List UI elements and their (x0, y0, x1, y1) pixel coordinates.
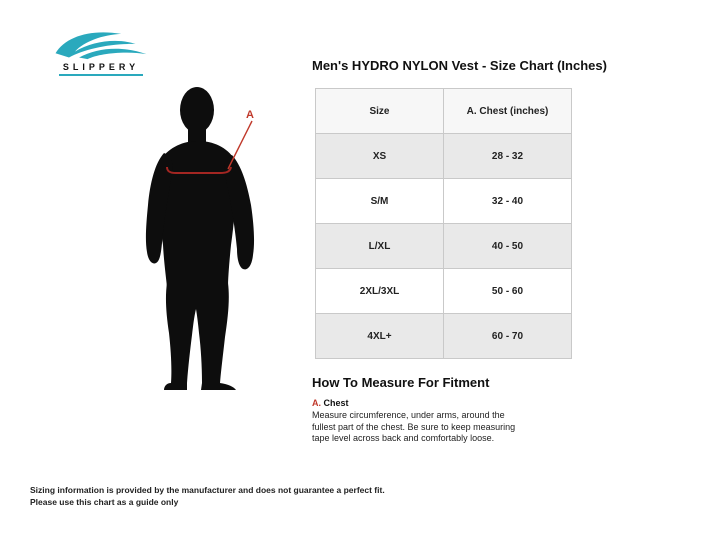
table-row-2xl3xl (316, 269, 572, 314)
column-header-chest: A. Chest (inches) (444, 89, 572, 134)
size-cell: XS (316, 134, 444, 179)
measure-instructions: Measure circumference, under arms, around the fullest part of the chest. Be sure to keep measuring tape level across back and comfortably loose. (312, 410, 516, 444)
page-title: Men's HYDRO NYLON Vest - Size Chart (Inches) (312, 58, 607, 73)
brand-wave-icon (53, 28, 149, 60)
chest-cell: 40 - 50 (444, 224, 572, 269)
disclaimer (30, 485, 385, 509)
column-header-size: Size (316, 89, 444, 134)
disclaimer-line-2: Please use this chart as a guide only (30, 496, 179, 507)
table-row-4xl (316, 314, 572, 359)
chest-cell: 50 - 60 (444, 269, 572, 314)
table-row-lxl (316, 224, 572, 269)
male-silhouette-figure (140, 85, 260, 395)
silhouette-body (146, 87, 254, 390)
chest-cell: 32 - 40 (444, 179, 572, 224)
size-cell: 4XL+ (316, 314, 444, 359)
table-header-row (316, 89, 572, 134)
measure-point-letter: A. (312, 398, 321, 408)
how-to-heading: How To Measure For Fitment (312, 375, 490, 390)
measure-point-label (312, 398, 542, 408)
chest-cell: 28 - 32 (444, 134, 572, 179)
measure-point-name: Chest (323, 398, 349, 408)
size-cell: L/XL (316, 224, 444, 269)
brand-logo (46, 28, 156, 76)
table-row-xs (316, 134, 572, 179)
size-cell: 2XL/3XL (316, 269, 444, 314)
how-to-measure-section (312, 375, 542, 445)
brand-name: SLIPPERY (62, 62, 140, 72)
size-cell: S/M (316, 179, 444, 224)
brand-underline-rule (59, 74, 143, 76)
chest-annotation-label: A (246, 109, 254, 121)
size-table (315, 88, 572, 359)
chest-cell: 60 - 70 (444, 314, 572, 359)
disclaimer-line-1: Sizing information is provided by the manufacturer and does not guarantee a perfect fit. (30, 485, 385, 495)
table-row-sm (316, 179, 572, 224)
